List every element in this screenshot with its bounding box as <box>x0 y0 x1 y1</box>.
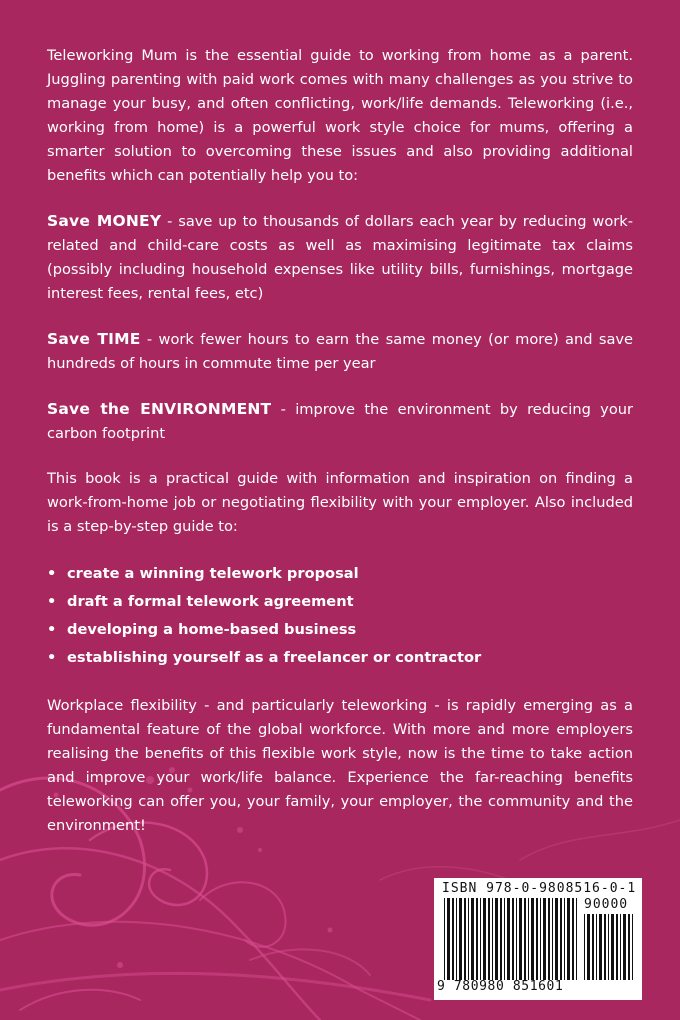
barcode-bar <box>599 914 602 980</box>
barcode-bar <box>616 914 618 980</box>
barcode-bar <box>572 898 574 980</box>
barcode-bar <box>560 898 562 980</box>
barcode-bar <box>628 914 630 980</box>
intro-paragraph: Teleworking Mum is the essential guide to working from home as a parent. Juggling parenting with paid work comes with many challenges as you strive to manage your busy, and often conflicting, work/life demands. Teleworking (i.e., working from home) is a powerful work style choice for mums, offering a smarter solution to overcoming these issues and also providing additional benefits which can potentially help you to: <box>47 47 633 184</box>
barcode-bar <box>608 914 609 980</box>
barcode-bar <box>483 898 486 980</box>
bullet-item: • create a winning telework proposal <box>47 560 633 588</box>
barcode-bar <box>596 914 597 980</box>
barcode-bar <box>459 898 462 980</box>
barcode-bar <box>495 898 498 980</box>
bullet-item: • establishing yourself as a freelancer or contractor <box>47 644 633 672</box>
barcode-bar <box>516 898 517 980</box>
benefit-time <box>47 327 633 376</box>
benefit-time-heading: Save TIME <box>47 330 141 348</box>
barcode-bar <box>512 898 514 980</box>
benefit-environment-text: - improve the environment by reducing your carbon footprint <box>47 401 633 442</box>
benefit-money <box>47 209 633 306</box>
benefit-time-text: - work fewer hours to earn the same money (or more) and save hundreds of hours in commute time per year <box>47 331 633 372</box>
barcode-bar <box>611 914 614 980</box>
barcode-bar <box>623 914 626 980</box>
barcode-bar <box>471 898 474 980</box>
barcode-bar <box>507 898 510 980</box>
barcode-bar <box>587 914 590 980</box>
barcode-bar <box>488 898 490 980</box>
closing-paragraph: Workplace flexibility - and particularly teleworking - is rapidly emerging as a fundamental feature of the global workforce. With more and more employers realising the benefits of this flexible work style, now is the time to take action and improve your work/life balance. Experience the far-reaching benefits teleworking can offer you, your family, your employer, the community and the environment! <box>47 697 633 834</box>
addon-barcode-bars <box>584 914 636 980</box>
barcode-bar <box>464 898 466 980</box>
barcode-bar <box>604 914 606 980</box>
barcode-bar <box>480 898 481 980</box>
barcode-bar <box>540 898 541 980</box>
barcode-bar <box>519 898 522 980</box>
benefit-money-text: - save up to thousands of dollars each year by reducing work-related and child-care costs as well as maximising legitimate tax claims (possibly including household expenses like utility bills, furnishings, mortgage interest fees, rental fees, etc) <box>47 213 633 302</box>
barcode-bar <box>632 914 633 980</box>
barcode-bar <box>524 898 526 980</box>
barcode-bar <box>548 898 550 980</box>
bullet-item: • developing a home-based business <box>47 616 633 644</box>
benefit-environment-heading: Save the ENVIRONMENT <box>47 400 272 418</box>
addon-number: 90000 <box>584 897 629 912</box>
barcode-bar <box>447 898 450 980</box>
barcode-bar <box>567 898 570 980</box>
barcode-bar <box>500 898 502 980</box>
barcode-bar <box>552 898 553 980</box>
barcode-bar <box>492 898 493 980</box>
back-cover-blurb <box>47 44 633 859</box>
barcode-bar <box>555 898 558 980</box>
guide-bullet-list <box>47 560 633 672</box>
barcode-bar <box>592 914 594 980</box>
barcode-bar <box>620 914 621 980</box>
ean-number: 9 780980 851601 <box>437 979 564 994</box>
isbn-barcode <box>434 878 642 1000</box>
barcode-bar <box>584 914 585 980</box>
barcode-bar <box>564 898 565 980</box>
barcode-bar <box>531 898 534 980</box>
isbn-label: ISBN 978-0-9808516-0-1 <box>442 881 637 896</box>
ean-barcode-bars <box>444 898 580 980</box>
barcode-bar <box>452 898 454 980</box>
benefit-money-heading: Save MONEY <box>47 212 162 230</box>
guide-intro-paragraph: This book is a practical guide with information and inspiration on finding a work-from-home job or negotiating flexibility with your employer. Also included is a step-by-step guide to: <box>47 470 633 535</box>
barcode-bar <box>528 898 529 980</box>
barcode-bar <box>444 898 445 980</box>
barcode-bar <box>476 898 478 980</box>
barcode-bar <box>456 898 457 980</box>
barcode-bar <box>468 898 469 980</box>
benefit-environment <box>47 397 633 446</box>
barcode-bar <box>504 898 505 980</box>
barcode-bar <box>576 898 577 980</box>
barcode-bar <box>543 898 546 980</box>
barcode-bar <box>536 898 538 980</box>
bullet-item: • draft a formal telework agreement <box>47 588 633 616</box>
